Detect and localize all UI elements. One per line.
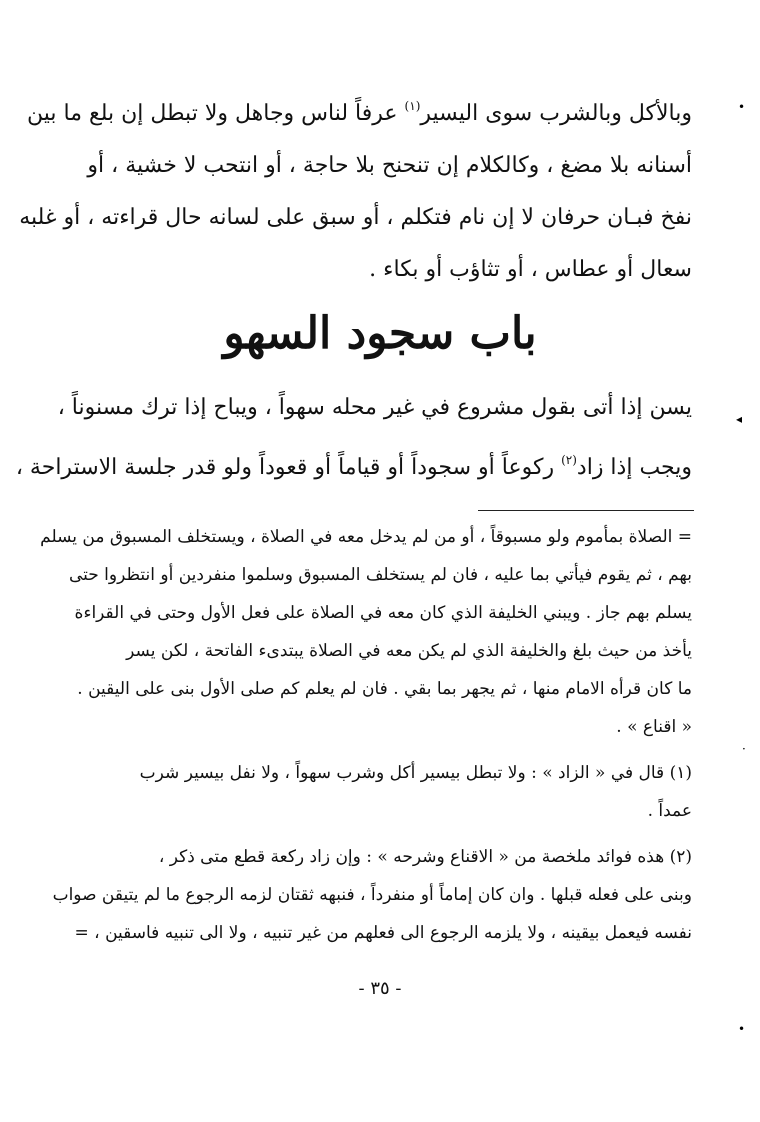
footnote-continuation-line: يأخذ من حيث بلغ والخليفة الذي لم يكن معه في الصلاة يبتدىء الفاتحة ، لكن يسر <box>126 641 692 661</box>
footnote-gap <box>70 746 692 754</box>
body-line-1-start: وبالأكل وبالشرب سوى اليسير <box>420 101 692 126</box>
section-line-1: يسن إذا أتى بقول مشروع في غير محله سهواً ، ويباح إذا ترك مسنوناً ، <box>57 395 692 420</box>
footnote-2-line: وبنى على فعله قبلها . وان كان إماماً أو منفرداً ، فنبهه ثقتان لزمه الرجوع ما لم يتيقن صواب <box>52 885 692 905</box>
footnotes <box>40 518 692 952</box>
body-line-1 <box>27 80 692 140</box>
footnote-marker-2: (٢) <box>561 453 577 467</box>
footnote-continuation-line: يسلم بهم جاز . ويبني الخليفة الذي كان معه في الصلاة على فعل الأول وحتى في القراءة <box>74 603 692 623</box>
footnote-1-line: (١) قال في « الزاد » : ولا تبطل بيسير أكل وشرب سهواً ، ولا نفل بيسير شرب <box>139 763 692 783</box>
footnote-marker-1: (١) <box>404 99 421 113</box>
footnote-continuation-line: = الصلاة بمأموم ولو مسبوقاً ، أو من لم يدخل معه في الصلاة ، ويستخلف المسبوق من يسلم <box>40 527 692 547</box>
footnote-2-line: نفسه فيعمل بيقينه ، ولا يلزمه الرجوع الى فعلهم من غير تنبيه ، ولا الى تنبيه فاسقين ، = <box>74 923 692 943</box>
body-line-4: سعال أو عطاس ، أو تثاؤب أو بكاء . <box>369 257 692 282</box>
margin-dot-mark: • <box>738 1022 746 1036</box>
footnote-continuation-line: « اقناع » . <box>616 717 692 737</box>
margin-dot-mark: · <box>742 742 746 756</box>
section-line-2-start: ويجب إذا زاد <box>576 455 692 480</box>
footnote-separator <box>478 510 694 511</box>
margin-arrow-mark: ◂ <box>736 412 743 426</box>
main-text <box>19 80 692 296</box>
footnote-gap <box>70 830 692 838</box>
footnote-1-line: عمداً . <box>647 801 692 821</box>
section-title: باب سجود السهو <box>223 308 537 359</box>
margin-dot-mark: • <box>738 100 746 114</box>
footnote-2-line: (٢) هذه فوائد ملخصة من « الاقناع وشرحه » : وإن زاد ركعة قطع متى ذكر ، <box>158 847 692 867</box>
section-line-2-end: ركوعاً أو سجوداً أو قياماً أو قعوداً ولو قدر جلسة الاستراحة ، <box>15 455 562 480</box>
section-text <box>15 382 692 494</box>
page-number: - ٣٥ - <box>358 978 402 999</box>
body-line-2: أسنانه بلا مضغ ، وكالكلام إن تنحنح بلا حاجة ، أو انتحب لا خشية ، أو <box>87 153 692 178</box>
section-line-2 <box>15 434 692 494</box>
body-line-3: نفخ فبـان حرفان لا إن نام فتكلم ، أو سبق على لسانه حال قراءته ، أو غلبه <box>19 205 692 230</box>
footnote-continuation-line: ما كان قرأه الامام منها ، ثم يجهر بما بقي . فان لم يعلم كم صلى الأول بنى على اليقين . <box>77 679 692 699</box>
footnote-continuation-line: بهم ، ثم يقوم فيأتي بما عليه ، فان لم يستخلف المسبوق وسلموا منفردين أو انتظروا حتى <box>68 565 692 585</box>
body-line-1-end: عرفاً لناس وجاهل ولا تبطل إن بلع ما بين <box>27 101 405 126</box>
